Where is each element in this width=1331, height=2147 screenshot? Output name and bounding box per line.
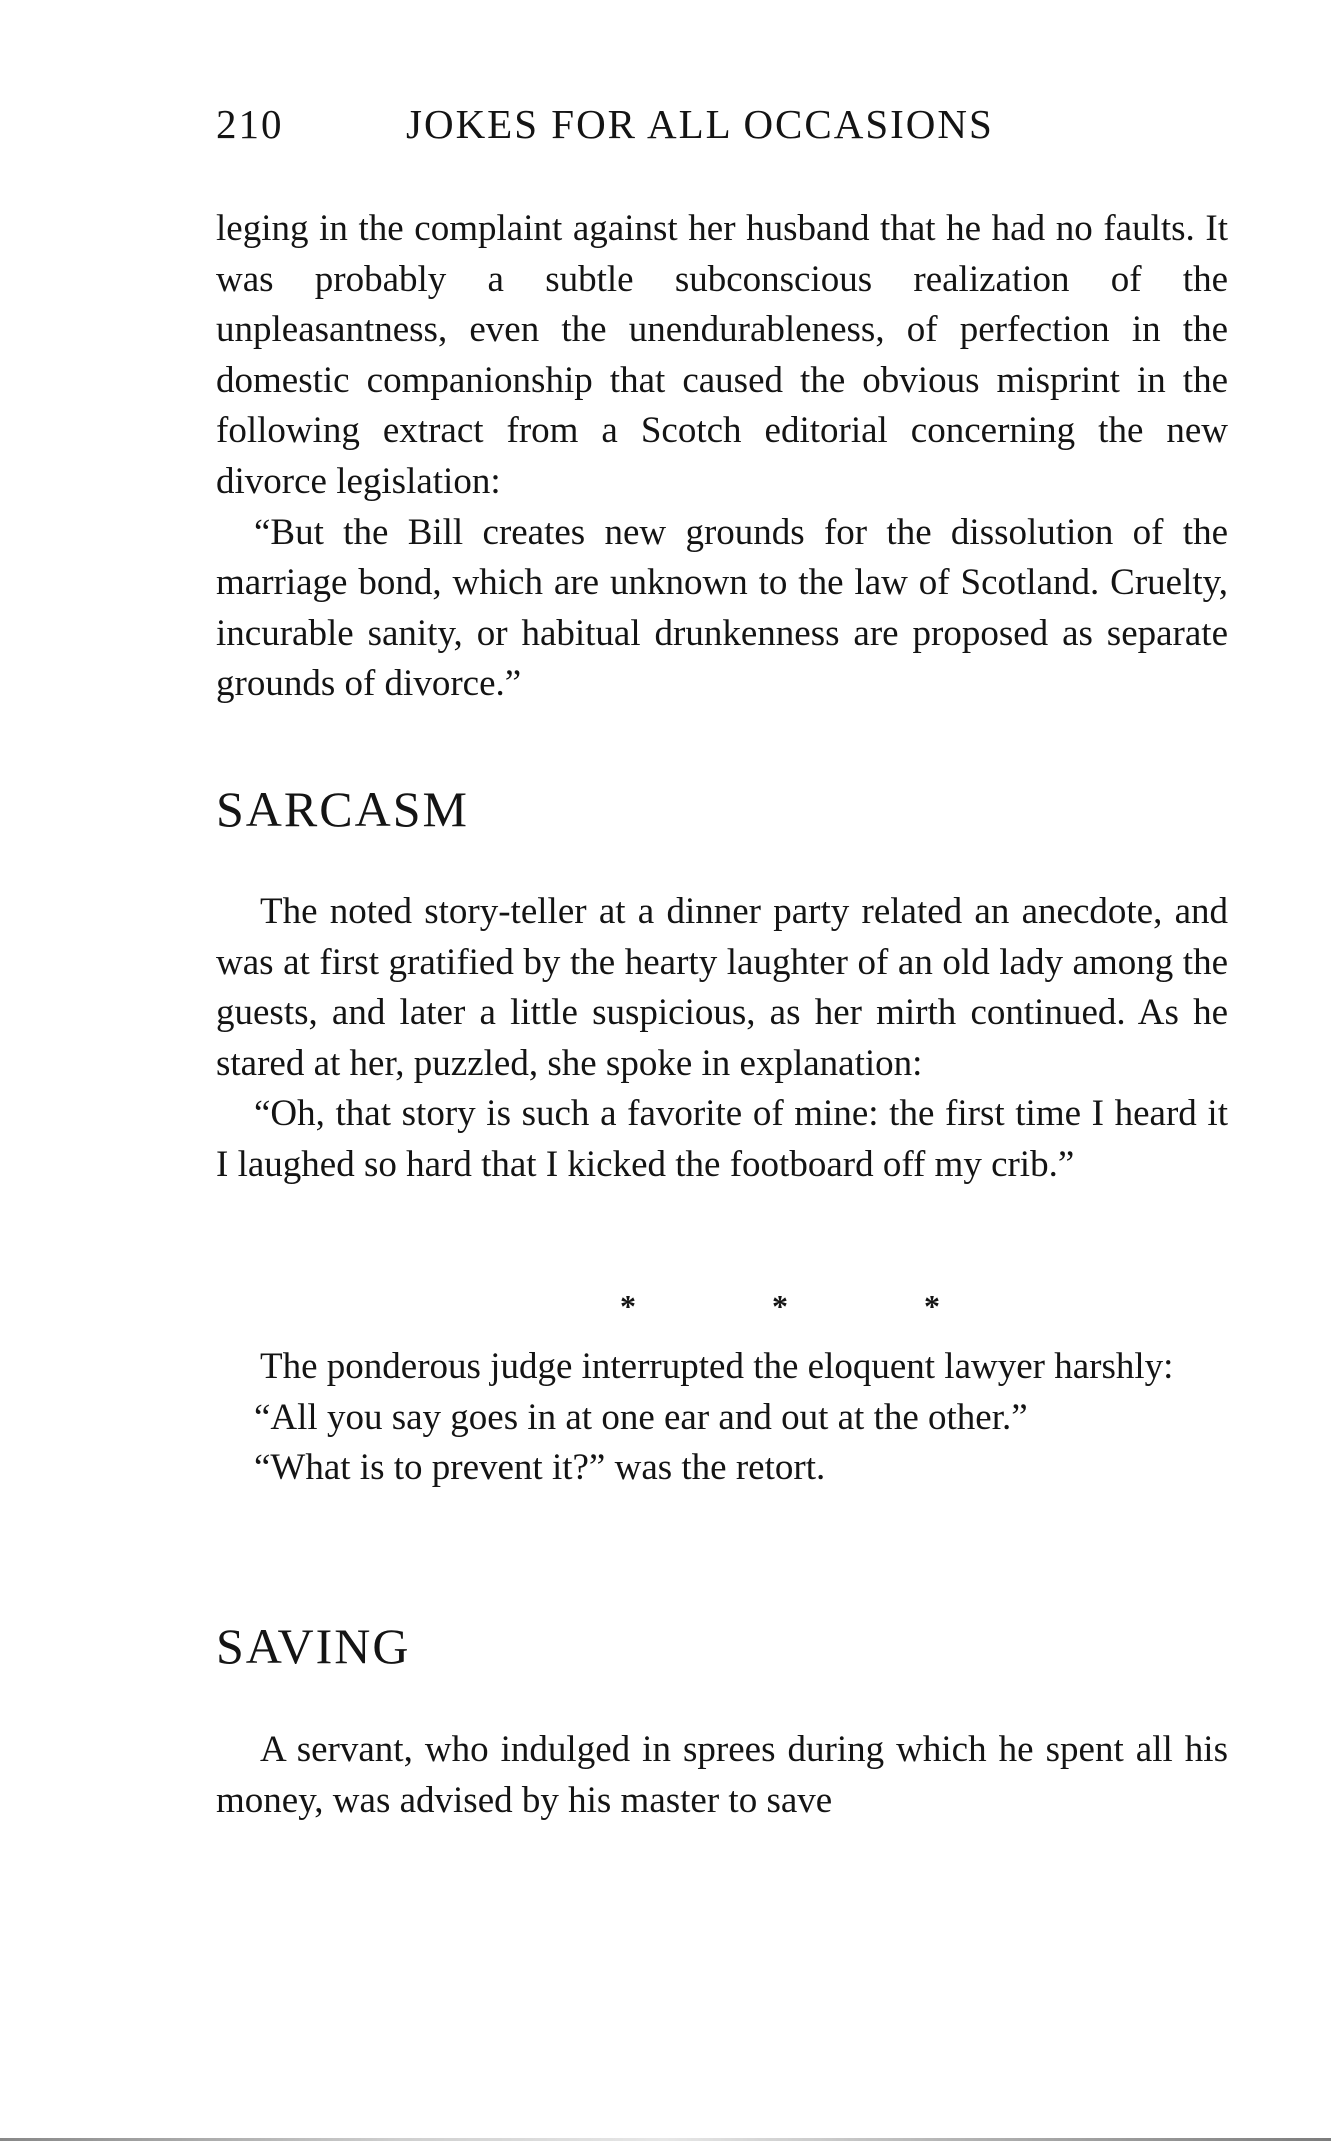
sarcasm-paragraph-2: “Oh, that story is such a favorite of mine: the first time I heard it I laughed so hard that I kicked the footboard off my crib.”	[216, 1093, 1228, 1185]
sarcasm-text-1	[216, 887, 1228, 1191]
sarcasm-text-2	[216, 1342, 1228, 1494]
section-heading-sarcasm: SARCASM	[216, 781, 469, 837]
book-title: JOKES FOR ALL OCCASIONS	[406, 101, 994, 147]
sarcasm-paragraph-1: The noted story-teller at a dinner party related an anecdote, and was at first gratified by the hearty laughter of an old lady among the guests, and later a little suspicious, as her mirth continued. As he stared at her, puzzled, she spoke in explanation:	[216, 891, 1228, 1084]
section-separator: * * *	[620, 1288, 1004, 1324]
sarcasm-paragraph-3: The ponderous judge interrupted the eloquent lawyer harshly:	[260, 1346, 1174, 1387]
continuation-text	[216, 204, 1228, 710]
saving-paragraph-1: A servant, who indulged in sprees during which he spent all his money, was advised by his master to save	[216, 1729, 1228, 1821]
page-number: 210	[216, 101, 284, 147]
section-heading-saving: SAVING	[216, 1618, 411, 1674]
saving-text	[216, 1725, 1228, 1826]
continuation-paragraph-1: leging in the complaint against her husband that he had no faults. It was probably a subtle subconscious realization of the unpleasantness, even the unendurableness, of perfection in the domestic companionship that caused the obvious misprint in the following extract from a Scotch editorial concerning the new divorce legislation:	[216, 208, 1228, 502]
sarcasm-paragraph-5: “What is to prevent it?” was the retort.	[254, 1447, 826, 1489]
page-bottom-edge	[0, 2138, 1331, 2141]
sarcasm-paragraph-4: “All you say goes in at one ear and out at the other.”	[254, 1396, 1028, 1438]
continuation-paragraph-2: “But the Bill creates new grounds for the dissolution of the marriage bond, which are unknown to the law of Scotland. Cruelty, incurable sanity, or habitual drunkenness are proposed as separate grounds of divorce.”	[216, 511, 1228, 705]
running-head	[216, 100, 1226, 148]
